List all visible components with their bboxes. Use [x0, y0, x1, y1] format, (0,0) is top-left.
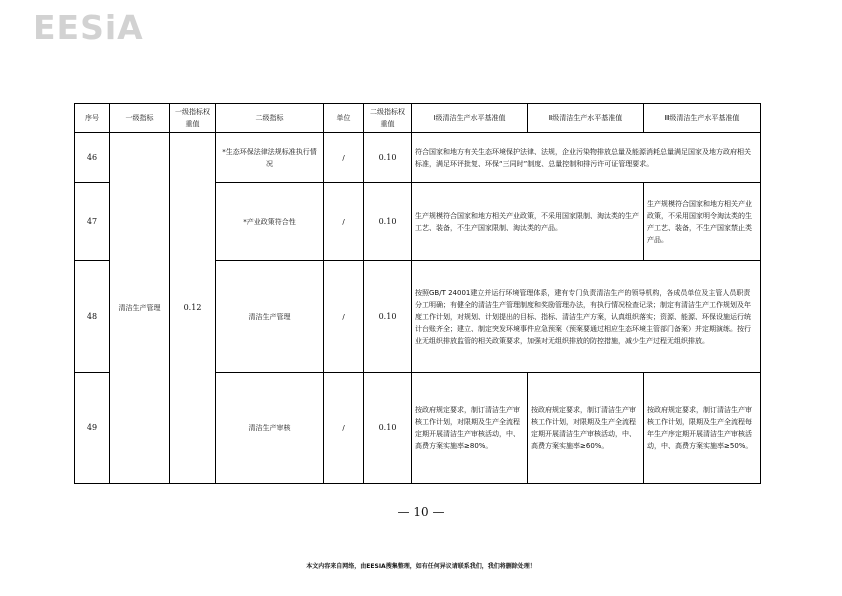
benchmark-grade2: 按政府规定要求，制订清洁生产审核工作计划，对限期及生产全流程定期开展清洁生产审核活动，中、高费方案实施率≥60%。 [528, 373, 644, 484]
eesia-logo: EESiA [33, 8, 144, 47]
level2-weight: 0.10 [364, 373, 412, 484]
indicator-table [74, 103, 761, 484]
unit-cell: / [324, 133, 364, 183]
level2-weight: 0.10 [364, 133, 412, 183]
header-cell-grade2: Ⅱ级清洁生产水平基准值 [528, 104, 644, 133]
level1-weight: 0.12 [170, 133, 216, 484]
table-header-row [75, 104, 761, 133]
level2-indicator: 清洁生产管理 [216, 261, 324, 373]
header-cell-unit: 单位 [324, 104, 364, 133]
footer-disclaimer: 本文内容来自网络，由EESIA搜集整理，如有任何异议请联系我们，我们将删除处理！ [306, 563, 536, 570]
level2-indicator: *产业政策符合性 [216, 183, 324, 261]
unit-cell: / [324, 261, 364, 373]
benchmark-all-grades: 按照GB/T 24001建立并运行环境管理体系，建有专门负责清洁生产的领导机构，各成员单位及主管人员职责分工明确；有健全的清洁生产管理制度和奖励管理办法，有执行情况检查记录；制定有清洁生产工作规划及年度工作计划，对规划、计划提出的目标、指标、清洁生产方案，认真组织落实；资源、能源、环保设施运行统计台账齐全；建立、制定突发环境事件应急预案（预案要通过相应生态环境主管部门备案）并定期演练。按行业无组织排放监管的相关政策要求，加强对无组织排放的防控措施，减少生产过程无组织排放。 [412, 261, 761, 373]
row-number: 48 [75, 261, 110, 373]
page-number: — 10 — [397, 505, 445, 519]
row-number: 46 [75, 133, 110, 183]
benchmark-grade3: 生产规模符合国家和地方相关产业政策，不采用国家明令淘汰类的生产工艺、装备，不生产国家禁止类产品。 [644, 183, 761, 261]
level2-weight: 0.10 [364, 183, 412, 261]
level1-indicator: 清洁生产管理 [110, 133, 170, 484]
row-number: 49 [75, 373, 110, 484]
header-cell-level1-weight: 一级指标权重值 [170, 104, 216, 133]
header-cell-level2-weight: 二级指标权重值 [364, 104, 412, 133]
benchmark-grade1-2: 生产规模符合国家和地方相关产业政策，不采用国家限制、淘汰类的生产工艺、装备，不生产国家限制、淘汰类的产品。 [412, 183, 644, 261]
unit-cell: / [324, 373, 364, 484]
level2-weight: 0.10 [364, 261, 412, 373]
header-cell-level1: 一级指标 [110, 104, 170, 133]
benchmark-grade1: 按政府规定要求，制订清洁生产审核工作计划，对限期及生产全流程定期开展清洁生产审核活动，中、高费方案实施率≥80%。 [412, 373, 528, 484]
table-row [75, 133, 761, 183]
row-number: 47 [75, 183, 110, 261]
benchmark-grade3: 按政府规定要求，制订清洁生产审核工作计划，限期及生产全流程每年生产序定期开展清洁生产审核活动，中、高费方案实施率≥50%。 [644, 373, 761, 484]
level2-indicator: 清洁生产审核 [216, 373, 324, 484]
header-cell-grade3: Ⅲ级清洁生产水平基准值 [644, 104, 761, 133]
header-cell-level2: 二级指标 [216, 104, 324, 133]
benchmark-all-grades: 符合国家和地方有关生态环境保护法律、法规，企业污染物排放总量及能源消耗总量满足国家及地方政府相关标准，满足环评批复、环保“三同时”制度、总量控制和排污许可证管理要求。 [412, 133, 761, 183]
unit-cell: / [324, 183, 364, 261]
level2-indicator: *生态环保法律法规标准执行情况 [216, 133, 324, 183]
header-cell-grade1: Ⅰ级清洁生产水平基准值 [412, 104, 528, 133]
header-cell-no: 序号 [75, 104, 110, 133]
